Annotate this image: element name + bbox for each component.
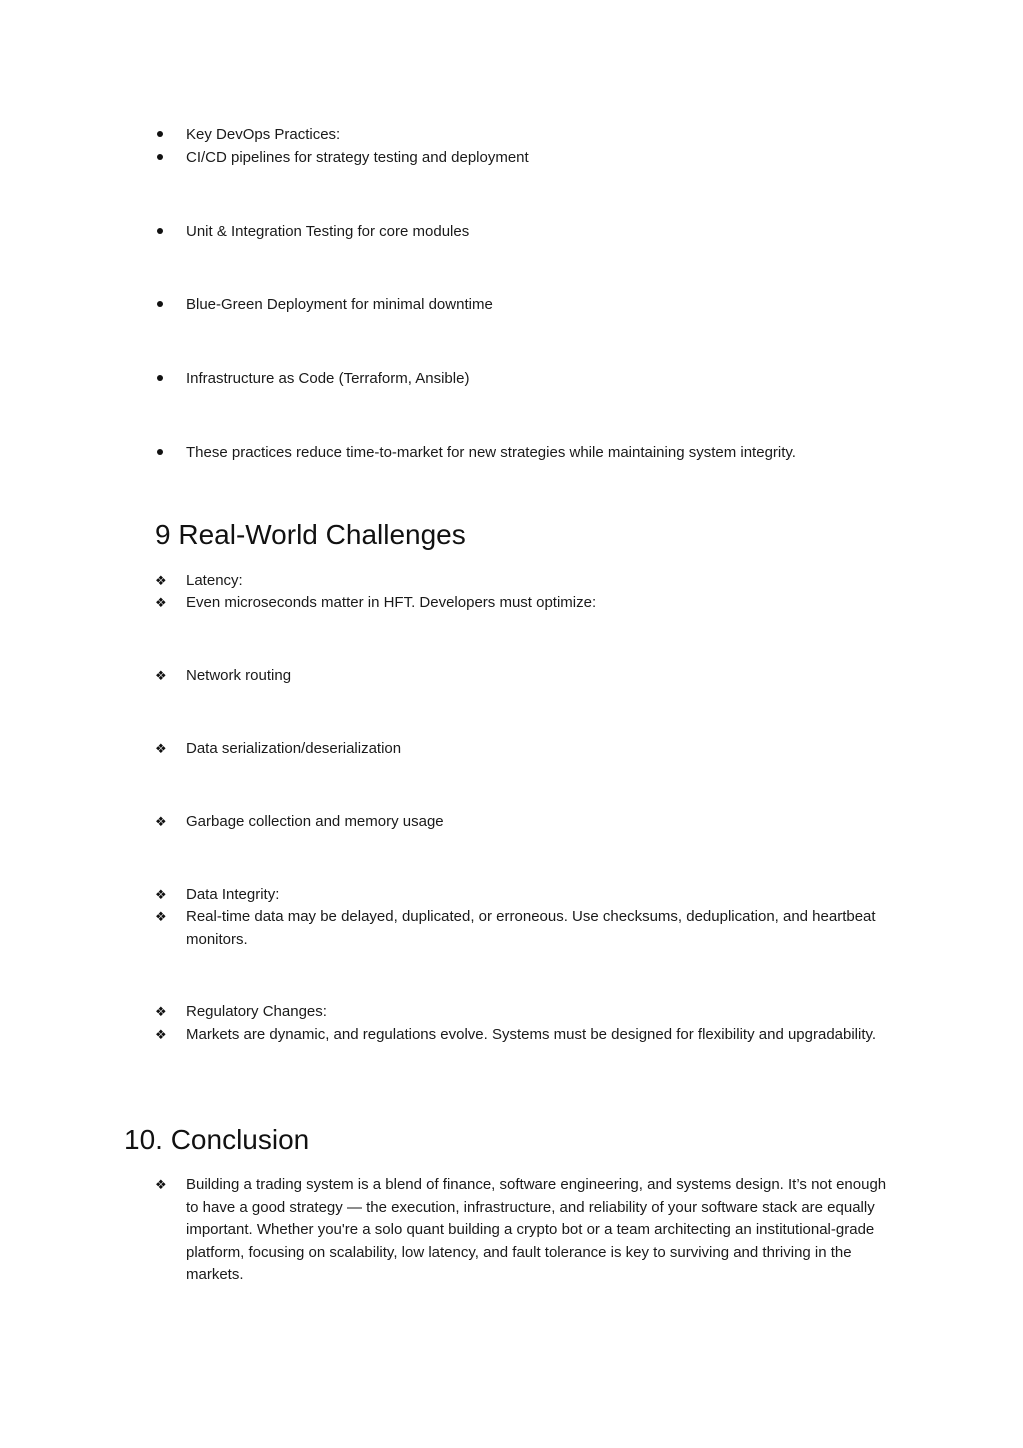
devops-item	[155, 368, 900, 391]
challenge-item	[155, 665, 900, 688]
bullet-disc-icon	[155, 368, 175, 391]
challenge-item-text: Network routing	[186, 667, 292, 684]
challenge-item	[155, 906, 900, 951]
challenge-item	[155, 884, 900, 907]
challenge-item	[155, 592, 900, 615]
challenge-item-text: Data Integrity:	[186, 886, 280, 903]
devops-item	[155, 147, 900, 170]
conclusion-item	[155, 1174, 900, 1287]
devops-item-text: These practices reduce time-to-market for new strategies while maintaining system integrity.	[186, 444, 796, 461]
challenge-item	[155, 811, 900, 834]
bullet-disc-icon	[155, 147, 175, 170]
diamond-bullet-icon: ❖	[155, 1177, 167, 1192]
devops-item	[155, 124, 900, 147]
challenge-item-text: Data serialization/deserialization	[186, 740, 402, 757]
challenge-item	[155, 1024, 900, 1047]
challenge-item-text: Regulatory Changes:	[186, 1003, 327, 1020]
diamond-bullet-icon: ❖	[155, 1004, 167, 1019]
devops-item	[155, 294, 900, 317]
challenge-item-text: Real-time data may be delayed, duplicated, or erroneous. Use checksums, deduplication, and heartbeat monitors.	[186, 908, 876, 948]
diamond-bullet-icon: ❖	[155, 909, 167, 924]
section-heading-conclusion: 10. Conclusion	[124, 1124, 310, 1155]
bullet-disc-icon	[155, 221, 175, 244]
devops-item-text: Key DevOps Practices:	[186, 126, 341, 143]
diamond-bullet-icon: ❖	[155, 573, 167, 588]
diamond-bullet-icon: ❖	[155, 887, 167, 902]
challenge-item	[155, 738, 900, 761]
diamond-bullet-icon: ❖	[155, 595, 167, 610]
diamond-bullet-icon: ❖	[155, 668, 167, 683]
devops-item	[155, 442, 900, 465]
bullet-disc-icon	[155, 442, 175, 465]
diamond-bullet-icon: ❖	[155, 741, 167, 756]
challenge-item-text: Garbage collection and memory usage	[186, 813, 444, 830]
diamond-bullet-icon: ❖	[155, 1027, 167, 1042]
devops-item-text: Unit & Integration Testing for core modules	[186, 223, 470, 240]
devops-item-text: Infrastructure as Code (Terraform, Ansible)	[186, 370, 470, 387]
bullet-disc-icon	[155, 124, 175, 147]
challenge-item-text: Even microseconds matter in HFT. Developers must optimize:	[186, 594, 597, 611]
diamond-bullet-icon: ❖	[155, 814, 167, 829]
section-heading-challenges: 9 Real-World Challenges	[155, 519, 466, 550]
devops-item	[155, 221, 900, 244]
conclusion-item-text: Building a trading system is a blend of finance, software engineering, and systems design. It’s not enough to have a good strategy — the execution, infrastructure, and reliability of your software stack are equally important. Whether you're a solo quant building a crypto bot or a team architecting an institutional-grade platform, focusing on scalability, low latency, and fault tolerance is key to surviving and thriving in the markets.	[186, 1176, 887, 1284]
challenge-item	[155, 570, 900, 593]
devops-item-text: CI/CD pipelines for strategy testing and deployment	[186, 149, 529, 166]
bullet-disc-icon	[155, 294, 175, 317]
challenge-item-text: Latency:	[186, 572, 243, 589]
challenge-item-text: Markets are dynamic, and regulations evolve. Systems must be designed for flexibility and upgradability.	[186, 1026, 877, 1043]
challenge-item	[155, 1001, 900, 1024]
devops-item-text: Blue-Green Deployment for minimal downtime	[186, 296, 493, 313]
